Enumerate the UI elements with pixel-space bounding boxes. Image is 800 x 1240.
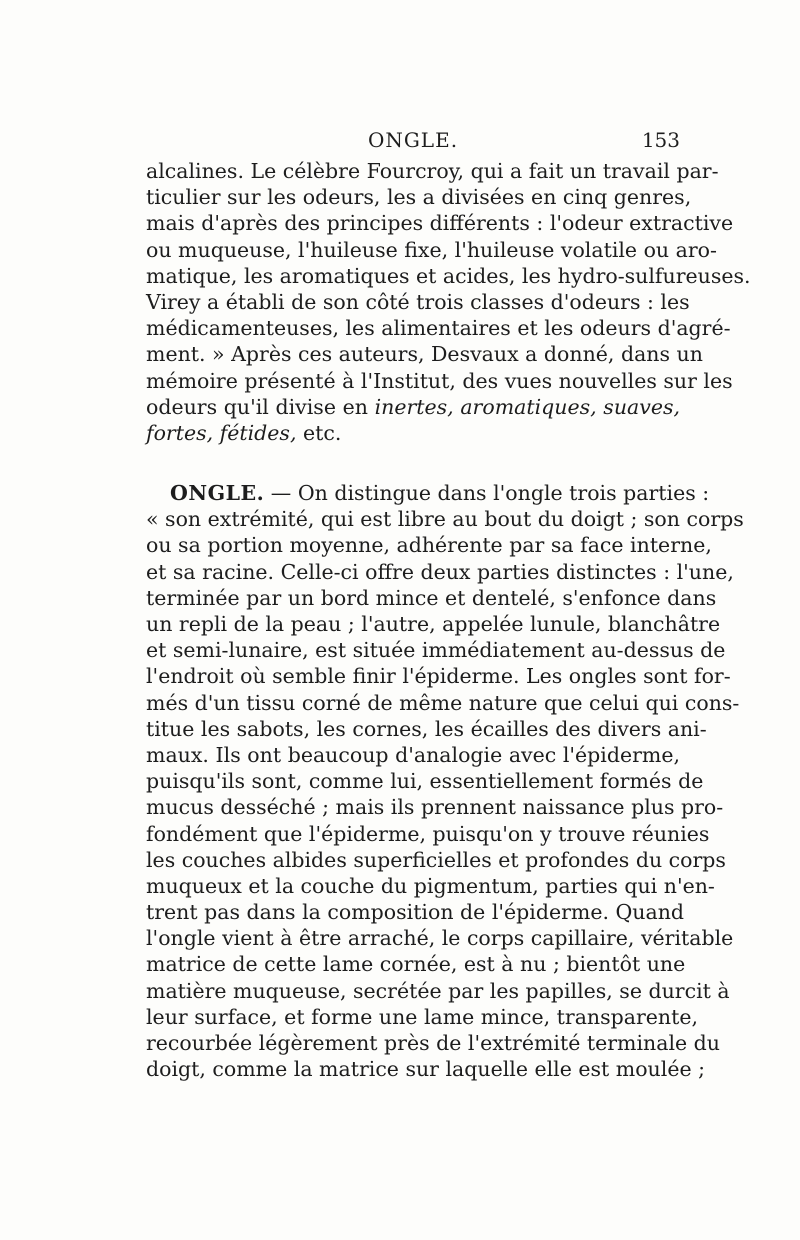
text-line: les couches albides superficielles et profondes du corps: [146, 847, 726, 872]
italic-terms: fortes, fétides,: [146, 420, 297, 445]
text-line: leur surface, et forme une lame mince, transparente,: [146, 1004, 698, 1029]
italic-terms: inertes, aromatiques, suaves,: [374, 394, 680, 419]
text-line: ment. » Après ces auteurs, Desvaux a donné, dans un: [146, 342, 703, 367]
text-line: médicamenteuses, les alimentaires et les odeurs d'agré-: [146, 316, 731, 341]
text-fragment: — On distingue dans l'ongle trois parties :: [264, 481, 710, 506]
body-text: [146, 158, 751, 1082]
entry-headword: ONGLE.: [170, 481, 265, 506]
paragraph-ongle: [146, 480, 744, 1082]
text-line: muqueux et la couche du pigmentum, parties qui n'en-: [146, 873, 715, 898]
text-line: « son extrémité, qui est libre au bout du doigt ; son corps: [146, 507, 744, 532]
text-line: fondément que l'épiderme, puisqu'on y trouve réunies: [146, 821, 710, 846]
running-title: ONGLE.: [367, 128, 459, 152]
text-line: mais d'après des principes différents : l'odeur extractive: [146, 211, 734, 236]
text-line: l'endroit où semble finir l'épiderme. Les ongles sont for-: [146, 664, 731, 689]
text-line: un repli de la peau ; l'autre, appelée lunule, blanchâtre: [146, 612, 721, 636]
text-line: matière muqueuse, secrétée par les papilles, se durcit à: [146, 978, 730, 1003]
text-line: [146, 480, 710, 506]
text-line: titue les sabots, les cornes, les écailles des divers ani-: [146, 716, 707, 741]
text-line: ou muqueuse, l'huileuse fixe, l'huileuse volatile ou aro-: [146, 237, 717, 262]
text-line: trent pas dans la composition de l'épiderme. Quand: [146, 900, 685, 925]
text-line: doigt, comme la matrice sur laquelle elle est moulée ;: [146, 1057, 706, 1082]
text-line: et sa racine. Celle-ci offre deux parties distinctes : l'une,: [146, 559, 734, 584]
running-head: [146, 128, 680, 154]
text-line: [146, 394, 680, 420]
page-number: 153: [641, 128, 680, 152]
text-line: maux. Ils ont beaucoup d'analogie avec l'épiderme,: [146, 742, 680, 767]
text-line: puisqu'ils sont, comme lui, essentiellement formés de: [146, 769, 704, 794]
text-line: matrice de cette lame cornée, est à nu ; bientôt une: [146, 952, 686, 977]
text-line: alcalines. Le célèbre Fourcroy, qui a fait un travail par-: [146, 159, 719, 183]
text-line: et semi-lunaire, est située immédiatement au-dessus de: [146, 638, 726, 663]
text-line: terminée par un bord mince et dentelé, s'enfonce dans: [146, 585, 717, 610]
text-line: l'ongle vient à être arraché, le corps capillaire, véritable: [146, 926, 734, 951]
text-line: matique, les aromatiques et acides, les hydro-sulfureuses.: [146, 263, 751, 288]
paragraph-odeurs-continuation: [146, 158, 751, 446]
text-line: Virey a établi de son côté trois classes d'odeurs : les: [146, 289, 690, 314]
text-line: ou sa portion moyenne, adhérente par sa face interne,: [146, 533, 712, 558]
text-line: [146, 420, 680, 446]
text-line: recourbée légèrement près de l'extrémité terminale du: [146, 1031, 720, 1055]
paragraph-gap: [146, 446, 680, 480]
text-fragment: etc.: [296, 420, 342, 445]
text-fragment: odeurs qu'il divise en: [146, 394, 375, 419]
text-line: mucus desséché ; mais ils prennent naissance plus pro-: [146, 795, 724, 820]
text-line: ticulier sur les odeurs, les a divisées en cinq genres,: [146, 185, 692, 210]
text-line: mémoire présenté à l'Institut, des vues nouvelles sur les: [146, 368, 733, 393]
text-line: més d'un tissu corné de même nature que celui qui cons-: [146, 690, 740, 715]
